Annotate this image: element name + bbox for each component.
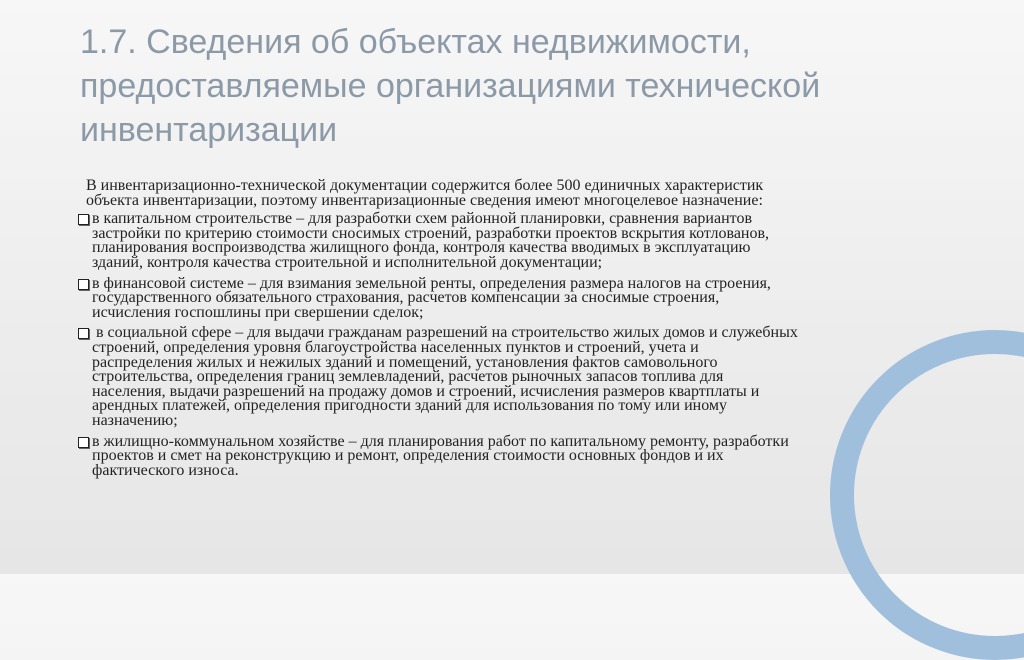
list-item-line: в социальной сфере – для выдачи гражданам разрешений на строительство жилых домов и служебных — [92, 324, 798, 342]
slide-body — [78, 179, 950, 484]
title-line: предоставляемые организациями технической — [80, 67, 821, 105]
checkbox-bullet-icon — [78, 437, 89, 448]
list-item-line: государственного обязательного страхования, расчетов компенсации за сносимые строения, — [92, 289, 720, 307]
intro-paragraph — [78, 179, 950, 208]
list-item-text — [92, 432, 950, 479]
list-item — [78, 212, 950, 270]
list-item-line: строений, определения уровня благоустройства населенных пунктов и строений, учета и — [92, 338, 699, 356]
checkbox-bullet-icon — [78, 214, 89, 225]
list-item-text — [92, 274, 950, 321]
title-line: инвентаризации — [80, 111, 338, 149]
list-item — [78, 432, 950, 479]
list-item-line: планирования воспроизводства жилищного фонда, контроля качества вводимых в эксплуатацию — [92, 239, 751, 257]
list-item-line: в финансовой системе – для взимания земельной ренты, определения размера налогов на строения, — [92, 274, 771, 292]
list-item-line: застройки по критерию стоимости сносимых строений, разработки проектов вскрытия котлованов, — [92, 224, 770, 242]
list-item-line: строительства, определения границ землевладений, расчетов рыночных запасов топлива для — [92, 368, 724, 386]
intro-line: объекта инвентаризации, поэтому инвентаризационные сведения имеют многоцелевое назначение: — [86, 191, 763, 209]
list-item — [78, 274, 950, 321]
list-item-line: зданий, контроля качества строительной и исполнительной документации; — [92, 253, 603, 271]
title-line: 1.7. Сведения об объектах недвижимости, — [80, 23, 751, 61]
list-item-line: арендных платежей, определения пригодности зданий для использования по тому или иному — [92, 397, 728, 415]
slide-title — [80, 20, 980, 152]
list-item-line: населения, выдачи разрешений на продажу домов и строений, исчисления размеров квартплаты и — [92, 382, 760, 400]
checkbox-bullet-icon — [78, 328, 89, 339]
checkbox-bullet-icon — [78, 279, 89, 290]
intro-line: В инвентаризационно-технической документации содержится более 500 единичных характеристик — [86, 177, 764, 194]
list-item-line: распределения жилых и нежилых зданий и помещений, установления фактов самовольного — [92, 353, 718, 371]
list-item-line: исчисления госпошлины при свершении сделок; — [92, 303, 424, 321]
list-item-text — [92, 326, 950, 428]
list-item — [78, 326, 950, 428]
list-item-line: в жилищно-коммунальном хозяйстве – для планирования работ по капитальному ремонту, разработки — [92, 432, 789, 450]
list-item-line: фактического износа. — [92, 461, 239, 479]
list-item-text — [92, 212, 950, 270]
list-item-line: в капитальном строительстве – для разработки схем районной планировки, сравнения вариантов — [92, 210, 752, 228]
list-item-line: проектов и смет на реконструкцию и ремонт, определения стоимости основных фондов и их — [92, 447, 724, 465]
list-item-line: назначению; — [92, 411, 178, 429]
